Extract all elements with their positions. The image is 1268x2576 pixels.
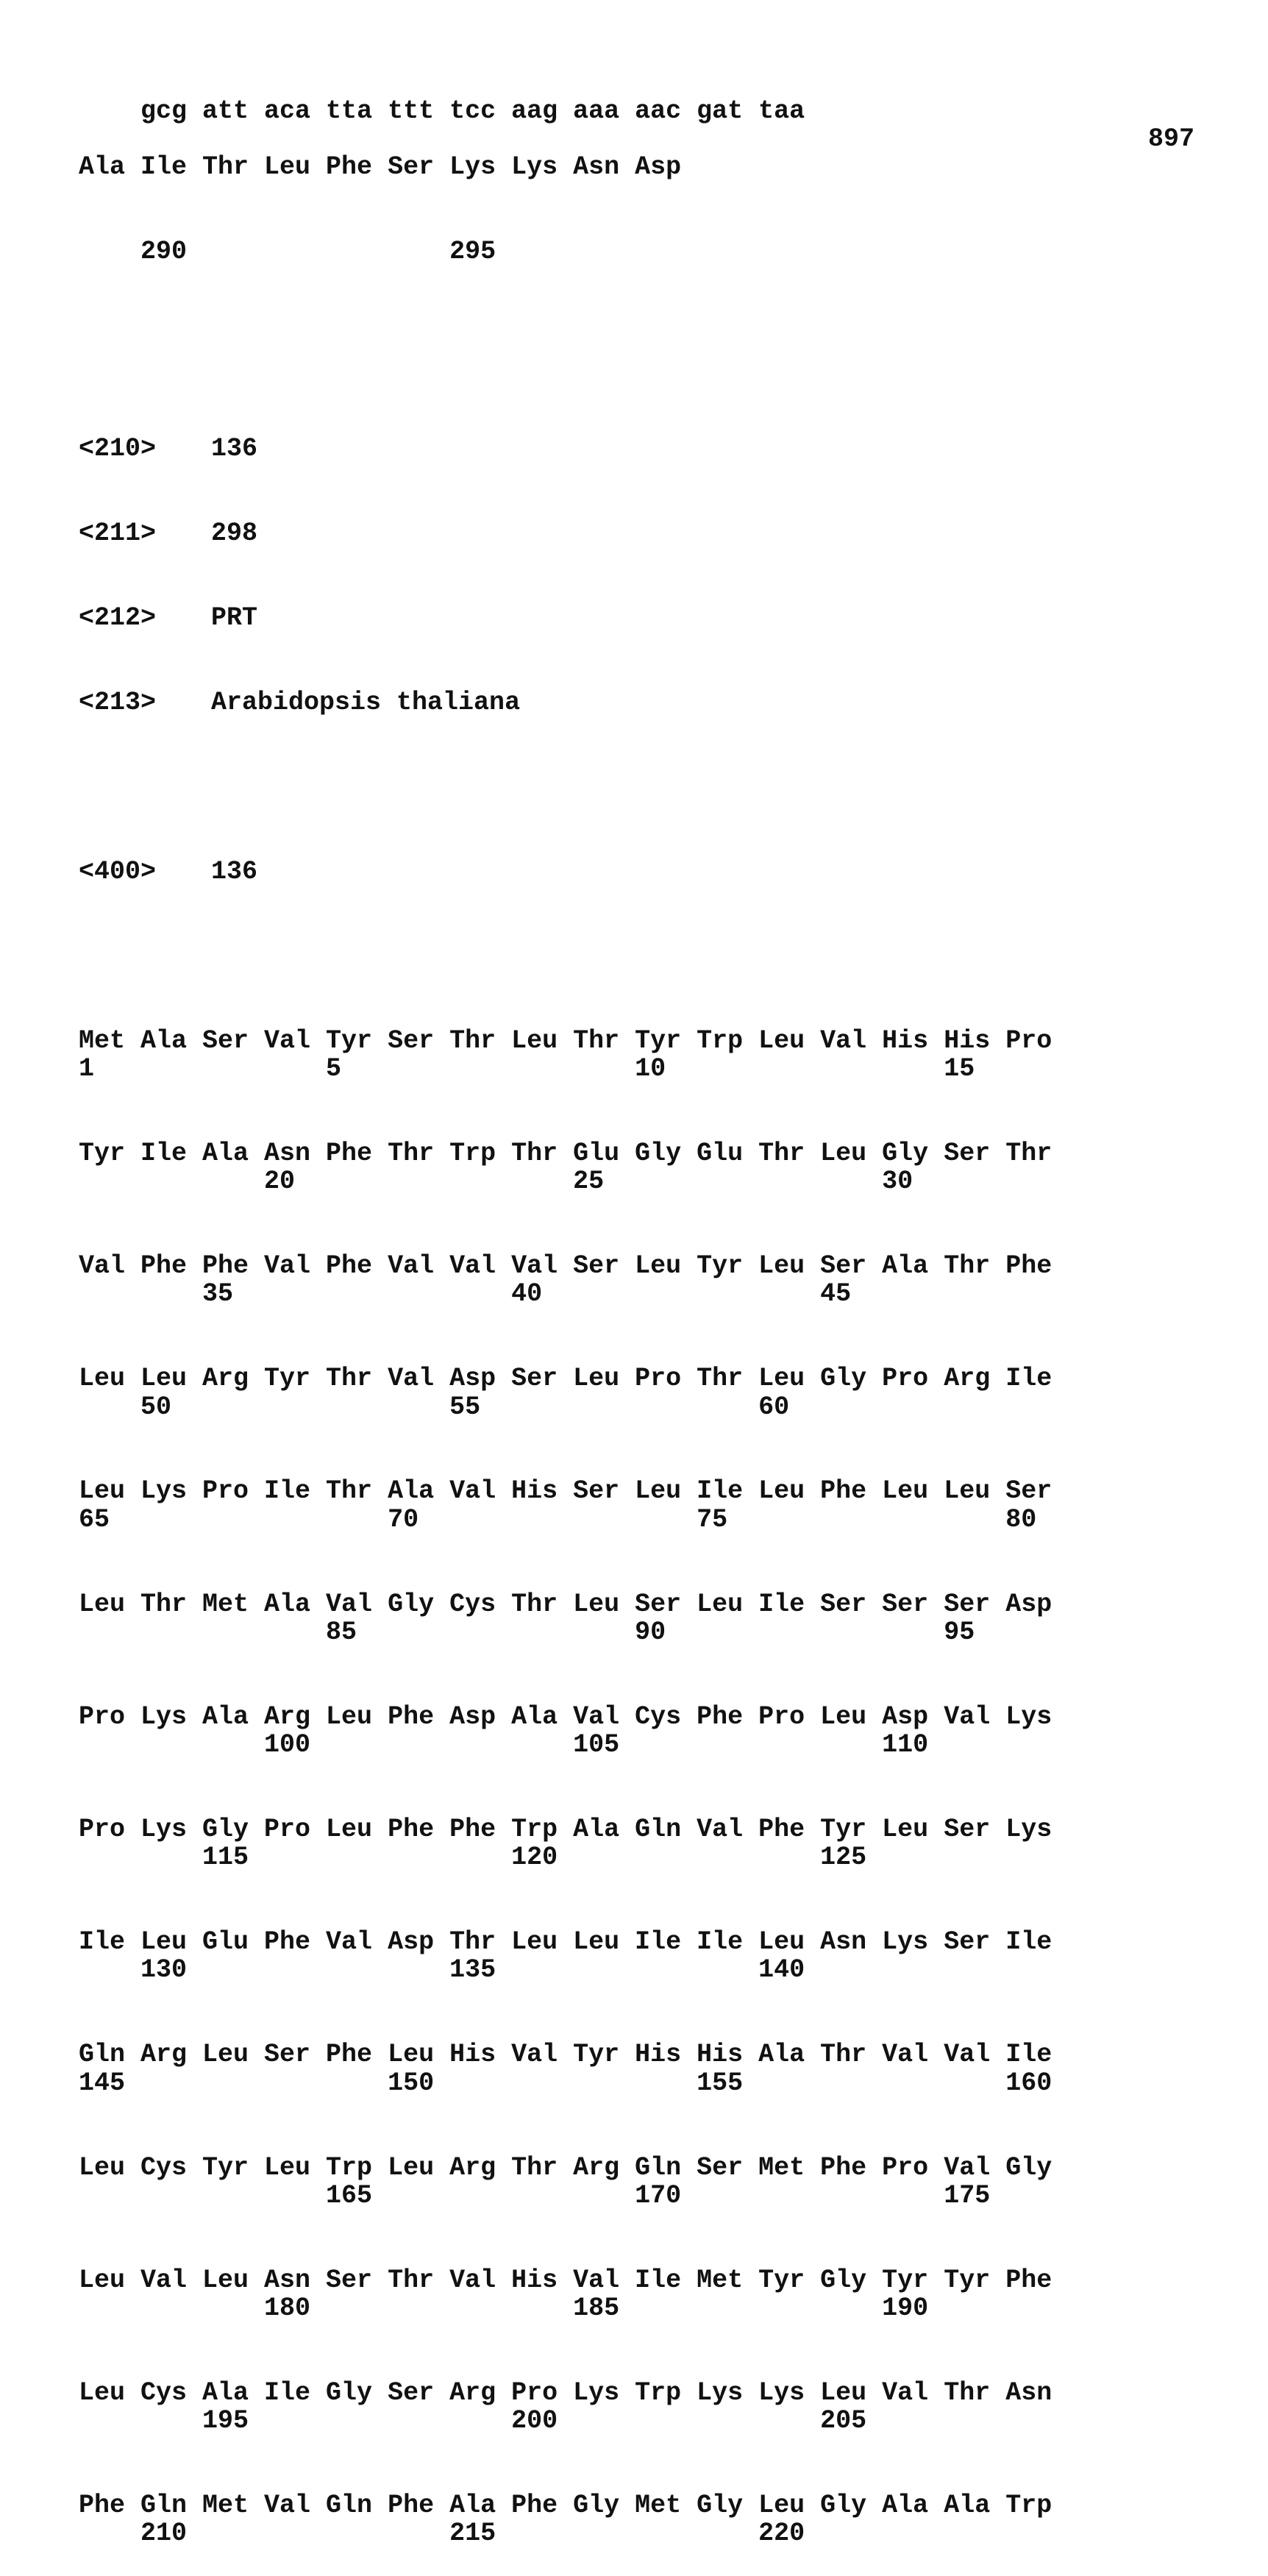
sequence-row bbox=[79, 1477, 1268, 1590]
position-numbers-line: 115 120 125 bbox=[79, 1843, 1268, 1871]
position-numbers-line: 35 40 45 bbox=[79, 1280, 1268, 1308]
residue-line: Val Phe Phe Val Phe Val Val Val Ser Leu Tyr Leu Ser Ala Thr Phe bbox=[79, 1252, 1268, 1280]
residue-line: Leu Thr Met Ala Val Gly Cys Thr Leu Ser Leu Ile Ser Ser Ser Asp bbox=[79, 1590, 1268, 1618]
sequence-listing-page bbox=[79, 13, 1268, 2576]
residue-line: Tyr Ile Ala Asn Phe Thr Trp Thr Glu Gly Glu Thr Leu Gly Ser Thr bbox=[79, 1139, 1268, 1167]
position-numbers-line: 20 25 30 bbox=[79, 1167, 1268, 1195]
field-tag: <400> bbox=[79, 858, 211, 886]
residue-line: Pro Lys Ala Arg Leu Phe Asp Ala Val Cys Phe Pro Leu Asp Val Lys bbox=[79, 1703, 1268, 1731]
position-numbers-line: 180 185 190 bbox=[79, 2294, 1268, 2322]
residue-line: Ile Leu Glu Phe Val Asp Thr Leu Leu Ile Ile Leu Asn Lys Ser Ile bbox=[79, 1928, 1268, 1956]
sequence-row bbox=[79, 2040, 1268, 2153]
field-tag: <210> bbox=[79, 435, 211, 463]
field-210 bbox=[79, 435, 1268, 463]
position-numbers-line: 165 170 175 bbox=[79, 2182, 1268, 2210]
sequence-row bbox=[79, 1815, 1268, 1928]
sequence-length: 298 bbox=[211, 519, 257, 548]
residue-line: Leu Leu Arg Tyr Thr Val Asp Ser Leu Pro Thr Leu Gly Pro Arg Ile bbox=[79, 1365, 1268, 1392]
residue-line: Pro Lys Gly Pro Leu Phe Phe Trp Ala Gln Val Phe Tyr Leu Ser Lys bbox=[79, 1815, 1268, 1843]
codon-text: gcg att aca tta ttt tcc aag aaa aac gat taa bbox=[140, 96, 805, 126]
sequence-row bbox=[79, 2491, 1268, 2548]
sequence-row bbox=[79, 1703, 1268, 1815]
position-numbers-line: 1 5 10 15 bbox=[79, 1055, 1268, 1083]
field-212 bbox=[79, 604, 1268, 632]
residue-line: Phe Gln Met Val Gln Phe Ala Phe Gly Met Gly Leu Gly Ala Ala Trp bbox=[79, 2491, 1268, 2519]
position-numbers-line: 145 150 155 160 bbox=[79, 2069, 1268, 2097]
position-numbers-line: 100 105 110 bbox=[79, 1731, 1268, 1759]
sequence-row bbox=[79, 1027, 1268, 1139]
organism: Arabidopsis thaliana bbox=[211, 688, 520, 717]
codon-line bbox=[79, 69, 1268, 97]
sequence-row bbox=[79, 1365, 1268, 1477]
position-numbers-line: 290 295 bbox=[79, 238, 1268, 266]
position-numbers-line: 85 90 95 bbox=[79, 1618, 1268, 1646]
sequence-row bbox=[79, 1590, 1268, 1703]
sequence-row bbox=[79, 2266, 1268, 2379]
field-211 bbox=[79, 519, 1268, 547]
field-tag: <211> bbox=[79, 519, 211, 547]
residue-line: Leu Lys Pro Ile Thr Ala Val His Ser Leu Ile Leu Phe Leu Leu Ser bbox=[79, 1477, 1268, 1505]
field-400 bbox=[79, 858, 1268, 886]
sequence-rows bbox=[79, 1027, 1268, 2548]
sequence-id: 136 bbox=[211, 434, 257, 463]
position-numbers-line: 65 70 75 80 bbox=[79, 1506, 1268, 1534]
nucleotide-count: 897 bbox=[1138, 125, 1194, 153]
sequence-row bbox=[79, 1928, 1268, 2040]
residue-line: Leu Cys Ala Ile Gly Ser Arg Pro Lys Trp Lys Lys Leu Val Thr Asn bbox=[79, 2379, 1268, 2407]
position-numbers-line: 130 135 140 bbox=[79, 1956, 1268, 1984]
position-numbers-line: 50 55 60 bbox=[79, 1393, 1268, 1421]
residue-line: Leu Val Leu Asn Ser Thr Val His Val Ile Met Tyr Gly Tyr Tyr Phe bbox=[79, 2266, 1268, 2294]
residue-line: Met Ala Ser Val Tyr Ser Thr Leu Thr Tyr Trp Leu Val His His Pro bbox=[79, 1027, 1268, 1055]
residue-line: Leu Cys Tyr Leu Trp Leu Arg Thr Arg Gln Ser Met Phe Pro Val Gly bbox=[79, 2154, 1268, 2182]
field-tag: <213> bbox=[79, 689, 211, 716]
residue-line: Ala Ile Thr Leu Phe Ser Lys Lys Asn Asp bbox=[79, 153, 1268, 181]
sequence-row bbox=[79, 2379, 1268, 2491]
sequence-number: 136 bbox=[211, 857, 257, 886]
sequence-type: PRT bbox=[211, 603, 257, 633]
field-213 bbox=[79, 689, 1268, 716]
sequence-row bbox=[79, 1252, 1268, 1365]
sequence-row bbox=[79, 2154, 1268, 2266]
field-tag: <212> bbox=[79, 604, 211, 632]
residue-line: Gln Arg Leu Ser Phe Leu His Val Tyr His His Ala Thr Val Val Ile bbox=[79, 2040, 1268, 2068]
sequence-row bbox=[79, 1139, 1268, 1252]
position-numbers-line: 210 215 220 bbox=[79, 2519, 1268, 2547]
position-numbers-line: 195 200 205 bbox=[79, 2407, 1268, 2435]
